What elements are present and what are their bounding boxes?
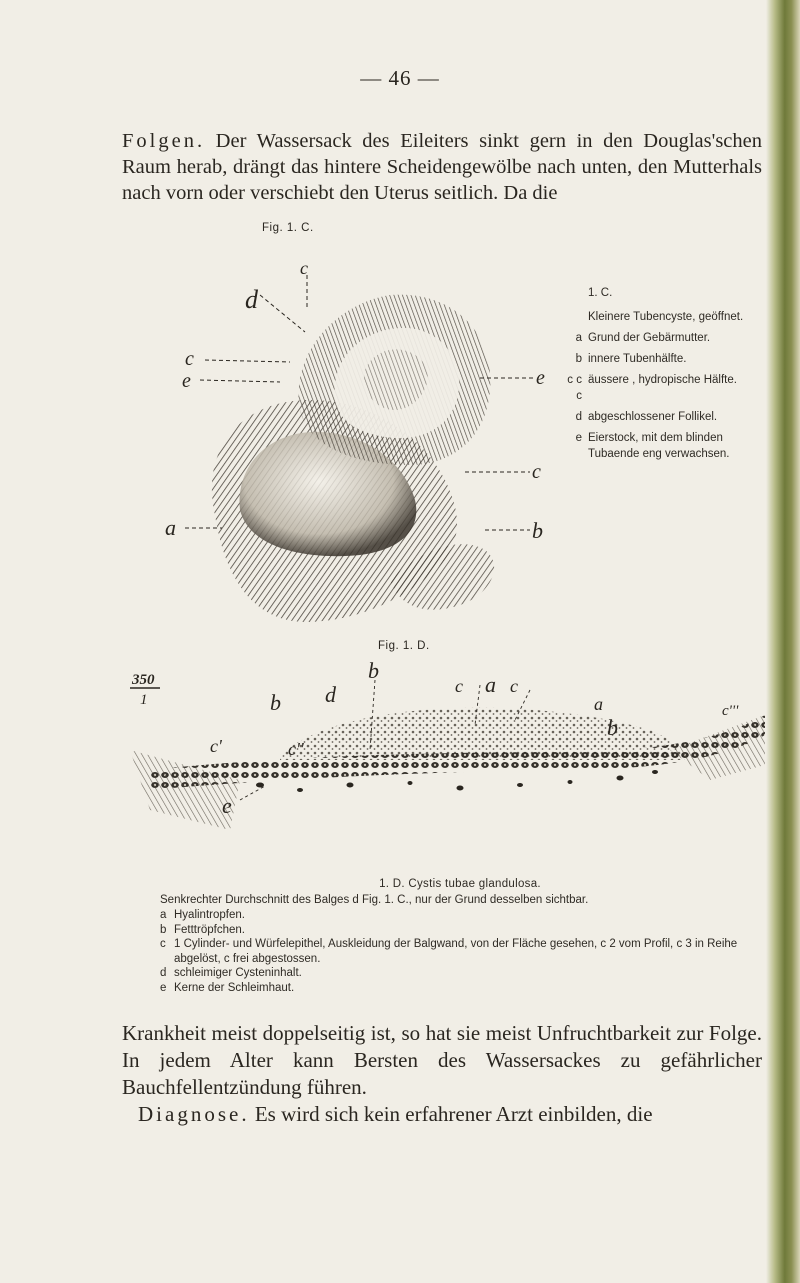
paragraph-text-2: Es wird sich kein erfahrener Arzt einbilden, die <box>249 1102 653 1126</box>
page-edge-shading <box>766 0 800 1283</box>
fig-d-letter-b-top: b <box>368 660 379 683</box>
legend-entry <box>560 430 765 462</box>
scale-bottom: 1 <box>140 692 148 708</box>
caption-entry <box>160 937 760 966</box>
fig-d-letter-b-left: b <box>270 690 281 715</box>
legend-entry <box>560 351 765 367</box>
caption-key: a <box>160 909 167 921</box>
fig-d-letter-c-prime: c' <box>210 736 222 756</box>
paragraph-lead-diagnose: Diagnose. <box>138 1102 250 1126</box>
legend-entry <box>560 330 765 346</box>
legend-text: abgeschlossener Follikel. <box>588 411 718 423</box>
figure-d-label: Fig. 1. D. <box>378 640 430 652</box>
top-paragraph <box>122 128 762 206</box>
fig-d-letter-c-2: c <box>510 676 518 696</box>
fig-d-letter-e: e <box>222 793 232 818</box>
scale-top: 350 <box>132 672 155 688</box>
fig-c-letter-d: d <box>245 285 258 314</box>
caption-text: Kerne der Schleimhaut. <box>174 981 295 994</box>
fig-c-letter-e-right: e <box>536 367 545 389</box>
legend-text: Grund der Gebärmutter. <box>588 332 711 344</box>
caption-key: b <box>160 923 167 936</box>
legend-key: b <box>575 353 582 365</box>
legend-entry <box>560 309 765 325</box>
legend-key: e <box>575 432 582 444</box>
legend-key: a <box>575 332 582 344</box>
fig-d-letter-a-top: a <box>485 672 496 697</box>
caption-title: 1. D. Cystis tubae glandulosa. <box>379 878 541 890</box>
legend-heading: 1. C. <box>588 287 613 299</box>
fig-c-letter-a: a <box>165 515 176 540</box>
caption-entry <box>160 966 760 981</box>
fig-c-letter-c-left: c <box>185 348 194 370</box>
legend-key <box>560 309 588 325</box>
caption-text: Fetttröpfchen. <box>174 923 245 936</box>
legend-text: Eierstock, mit dem blinden Tubaende eng verwachsen. <box>588 432 730 460</box>
fig-c-letter-c-right: c <box>532 461 541 483</box>
fig-d-letter-a-right: a <box>594 694 603 714</box>
fig-d-letter-c-triple-prime: c''' <box>722 703 739 719</box>
legend-entry <box>560 409 765 425</box>
paragraph-lead-folgen: Folgen. <box>122 130 206 152</box>
caption-text: 1 Cylinder- und Würfelepithel, Auskleidung der Balgwand, von der Fläche gesehen, c 2 vom Profil, c 3 in Reihe abgelöst, c frei abgestossen. <box>174 938 738 965</box>
fig-d-letter-d: d <box>325 682 336 707</box>
figure-d-illustration <box>110 660 770 865</box>
legend-text: innere Tubenhälfte. <box>588 353 687 365</box>
caption-key: c <box>160 938 166 950</box>
figure-d-caption <box>160 877 760 995</box>
bottom-paragraph-text: Krankheit meist doppelseitig ist, so hat sie meist Unfruchtbarkeit zur Folge. In jedem Alter kann Bersten des Wassersackes zu gefährlicher Bauchfellentzündung führen. <box>122 1021 762 1099</box>
caption-entry <box>160 923 760 938</box>
figure-c-legend <box>560 285 765 467</box>
caption-key: e <box>160 981 167 994</box>
caption-text: Hyalintropfen. <box>174 909 245 921</box>
caption-entry <box>160 908 760 923</box>
legend-key: d <box>575 411 582 423</box>
paragraph-text: Der Wassersack des Eileiters sinkt gern in den Douglas'schen Raum herab, drängt das hintere Scheidengewölbe nach unten, den Mutterhals nach vorn oder verschiebt den Uterus seitlich. Da die <box>122 130 762 204</box>
figure-c-label: Fig. 1. C. <box>262 222 314 234</box>
caption-text: schleimiger Cysteninhalt. <box>174 967 302 979</box>
caption-key: d <box>160 967 167 979</box>
fig-c-letter-e-left: e <box>182 370 191 392</box>
legend-text: äussere , hydropische Hälfte. <box>588 374 737 386</box>
figure-c-illustration <box>160 250 560 635</box>
caption-entry <box>160 981 760 996</box>
page-number: — 46 — <box>360 66 440 90</box>
legend-entry <box>560 372 765 404</box>
fig-d-letter-b-right: b <box>607 715 618 740</box>
legend-text: Kleinere Tubencyste, geöffnet. <box>588 311 744 323</box>
fig-c-letter-b: b <box>532 518 543 543</box>
bottom-paragraph <box>122 1020 762 1128</box>
fig-d-letter-c-1: c <box>455 676 463 696</box>
fig-c-letter-c-top: c <box>300 258 308 278</box>
caption-subtitle: Senkrechter Durchschnitt des Balges d Fig. 1. C., nur der Grund desselben sichtbar. <box>160 893 589 906</box>
legend-key: c c c <box>567 374 582 402</box>
fig-d-letter-c-double-prime: c'' <box>288 739 304 759</box>
